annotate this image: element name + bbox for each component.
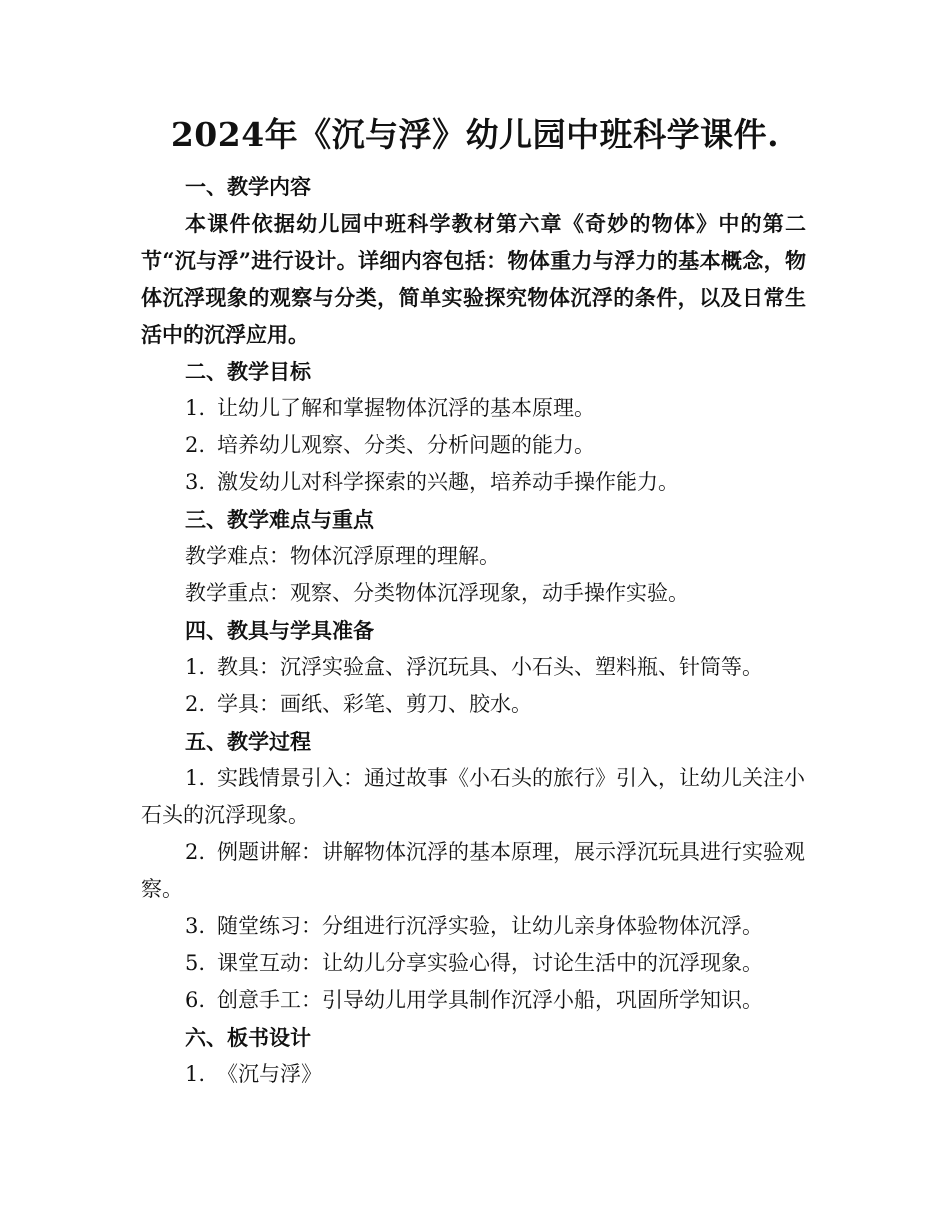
list-item	[141, 760, 806, 834]
document-title: 2024年《沉与浮》幼儿园中班科学课件.	[170, 115, 780, 154]
difficulty-line: 教学难点：物体沉浮原理的理解。	[185, 544, 500, 568]
list-item-text: 课堂互动：让幼儿分享实验心得，讨论生活中的沉浮现象。	[217, 951, 763, 975]
list-item-number: 6.	[185, 988, 206, 1012]
list-item-text: 学具：画纸、彩笔、剪刀、胶水。	[217, 692, 532, 716]
list-item	[141, 686, 806, 723]
list-item-text: 培养幼儿观察、分类、分析问题的能力。	[217, 433, 595, 457]
list-item-text: 随堂练习：分组进行沉浮实验，让幼儿亲身体验物体沉浮。	[217, 914, 763, 938]
list-item-text: 激发幼儿对科学探索的兴趣，培养动手操作能力。	[217, 470, 679, 494]
list-item-text: 教具：沉浮实验盒、浮沉玩具、小石头、塑料瓶、针筒等。	[217, 655, 763, 679]
list-item	[141, 908, 806, 945]
list-item-text: 例题讲解：讲解物体沉浮的基本原理，展示浮沉玩具进行实验观察。	[141, 840, 805, 901]
list-item	[141, 649, 806, 686]
list-item-text: 创意手工：引导幼儿用学具制作沉浮小船，巩固所学知识。	[217, 988, 763, 1012]
section-heading-teaching-goals: 二、教学目标	[185, 359, 311, 384]
list-item-number: 2.	[185, 840, 206, 864]
list-item	[141, 1056, 806, 1093]
list-item-number: 3.	[185, 470, 206, 494]
list-item	[141, 464, 806, 501]
document-body	[141, 168, 806, 1093]
focus-line: 教学重点：观察、分类物体沉浮现象，动手操作实验。	[185, 581, 689, 605]
section-heading-teaching-process: 五、教学过程	[185, 729, 311, 754]
list-item-number: 1.	[185, 1062, 206, 1086]
section-heading-materials: 四、教具与学具准备	[185, 618, 374, 643]
list-item	[141, 427, 806, 464]
list-item-number: 5.	[185, 951, 206, 975]
list-item-text: 《沉与浮》	[217, 1062, 322, 1086]
list-item-number: 3.	[185, 914, 206, 938]
list-item-number: 1.	[185, 655, 206, 679]
list-item-number: 2.	[185, 692, 206, 716]
teaching-content-paragraph: 本课件依据幼儿园中班科学教材第六章《奇妙的物体》中的第二节“沉与浮”进行设计。详细内容包括：物体重力与浮力的基本概念，物体沉浮现象的观察与分类，简单实验探究物体沉浮的条件，以及日常生活中的沉浮应用。	[141, 211, 806, 347]
list-item	[141, 390, 806, 427]
list-item-text: 实践情景引入：通过故事《小石头的旅行》引入，让幼儿关注小石头的沉浮现象。	[141, 766, 805, 827]
list-item-number: 1.	[185, 396, 206, 420]
section-heading-board-design: 六、板书设计	[185, 1025, 311, 1050]
list-item	[141, 834, 806, 908]
list-item-number: 2.	[185, 433, 206, 457]
list-item-text: 让幼儿了解和掌握物体沉浮的基本原理。	[217, 396, 595, 420]
section-heading-teaching-content: 一、教学内容	[185, 174, 311, 199]
list-item	[141, 945, 806, 982]
list-item-number: 1.	[185, 766, 206, 790]
list-item	[141, 982, 806, 1019]
section-heading-difficulties-focus: 三、教学难点与重点	[185, 507, 374, 532]
